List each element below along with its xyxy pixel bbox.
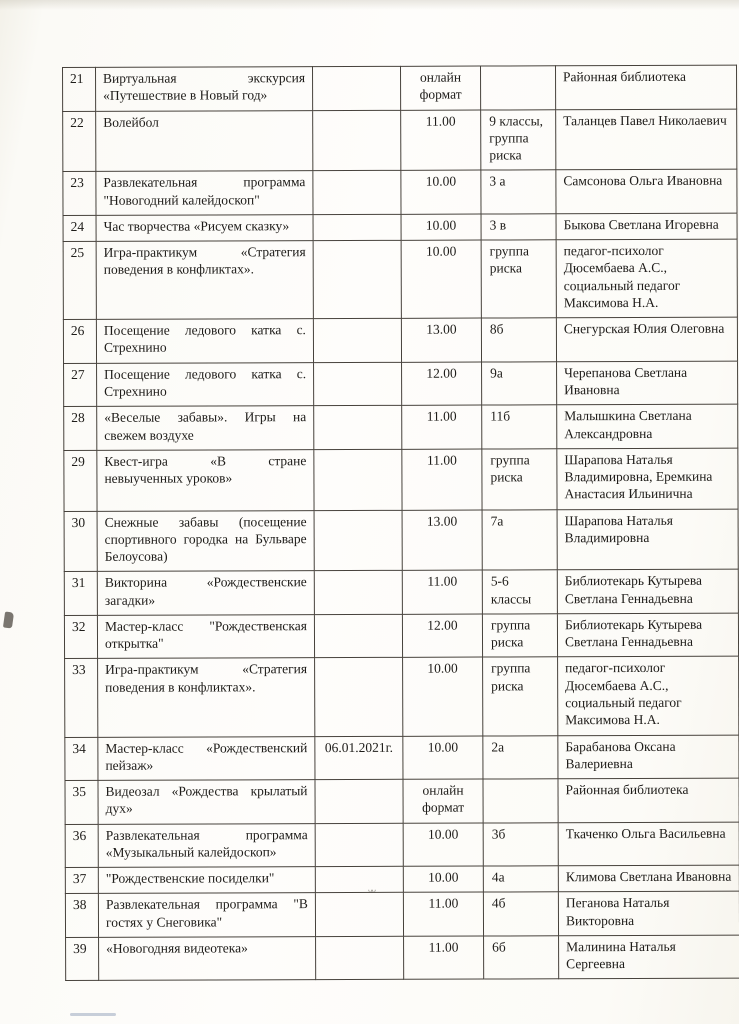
cell-responsible: Малышкина Светлана Александровна	[557, 404, 738, 448]
table-row	[63, 239, 737, 319]
table-row	[64, 509, 738, 572]
table-row	[63, 317, 737, 363]
cell-num: 34	[65, 737, 98, 781]
cell-event: "Рождественские посиделки"	[98, 867, 315, 894]
cell-event: Посещение ледового катка с. Стрехнино	[96, 319, 313, 363]
table-row	[64, 613, 738, 659]
scan-edge-shading	[0, 0, 739, 10]
cell-num: 28	[64, 407, 97, 451]
cell-event: Викторина «Рождественские загадки»	[97, 571, 314, 615]
cell-date	[315, 658, 403, 736]
cell-group: 5-6 классы	[482, 570, 557, 614]
cell-group: группа риска	[482, 449, 557, 510]
cell-date	[314, 571, 402, 615]
cell-event: Посещение ледового катка с. Стрехнино	[97, 362, 314, 406]
cell-time: 11.00	[402, 449, 482, 510]
cell-num: 29	[64, 450, 97, 511]
cell-date	[314, 362, 402, 406]
table-row	[64, 404, 738, 450]
cell-group: 4б	[483, 892, 558, 936]
cell-date	[313, 110, 401, 171]
cell-num: 38	[65, 894, 98, 938]
cell-group	[480, 66, 555, 110]
cell-date	[314, 614, 402, 658]
table-row	[65, 891, 739, 937]
table-row	[65, 865, 739, 894]
cell-event: Волейбол	[96, 110, 313, 172]
cell-time: 10.00	[403, 657, 483, 735]
scan-blue-mark	[70, 1013, 116, 1016]
cell-date	[315, 779, 403, 823]
cell-responsible: Районная библиотека	[558, 778, 739, 822]
cell-num: 39	[66, 937, 99, 981]
cell-responsible: Библиотекарь Кутырева Светлана Геннадьевна	[557, 570, 738, 614]
cell-event: «Веселые забавы». Игры на свежем воздухе	[97, 406, 314, 450]
cell-date	[313, 240, 401, 318]
cell-group: группа риска	[482, 614, 557, 658]
cell-time: 12.00	[402, 614, 482, 658]
cell-event: Час творчества «Рисуем сказку»	[96, 214, 313, 241]
cell-time: 11.00	[403, 892, 483, 936]
cell-responsible: педагог-психолог Дюсембаева А.С., социальный педагог Максимова Н.А.	[558, 657, 739, 736]
cell-num: 32	[64, 615, 97, 659]
table-row	[63, 109, 737, 172]
cell-num: 30	[64, 511, 97, 572]
cell-num: 24	[63, 215, 96, 241]
cell-event: Развлекательная программа "В гостях у Снеговика"	[98, 893, 315, 937]
cell-group	[483, 779, 558, 823]
cell-time: 10.00	[403, 866, 483, 893]
cell-responsible: Самсонова Ольга Ивановна	[556, 169, 737, 213]
cell-time: 11.00	[402, 570, 482, 614]
table-row	[65, 778, 739, 824]
cell-group: 8б	[481, 318, 556, 362]
cell-responsible: Шарапова Наталья Владимировна	[557, 509, 738, 570]
cell-time: 11.00	[404, 936, 484, 980]
table-row	[65, 735, 739, 781]
cell-group: 4а	[483, 866, 558, 893]
cell-responsible: Барабанова Оксана Валериевна	[558, 735, 739, 779]
cell-date	[313, 66, 401, 110]
cell-time: 11.00	[402, 405, 482, 449]
cell-event: Игра-практикум «Стратегия поведения в конфликтах».	[96, 241, 313, 320]
cell-date	[313, 214, 401, 241]
cell-time: 13.00	[402, 510, 482, 571]
table-row	[66, 935, 739, 981]
cell-group: 6б	[484, 936, 559, 980]
cell-responsible: Ткаченко Ольга Васильевна	[558, 822, 739, 866]
cell-time: 10.00	[401, 170, 481, 214]
cell-date: 06.01.2021г.	[315, 736, 403, 780]
cell-group: 2а	[483, 735, 558, 779]
cell-time: 10.00	[403, 823, 483, 867]
cell-event: Игра-практикум «Стратегия поведения в конфликтах».	[98, 658, 315, 737]
cell-group: группа риска	[481, 240, 556, 318]
events-table	[62, 65, 739, 982]
cell-event: «Новогодняя видеотека»	[99, 937, 316, 981]
cell-responsible: Таланцев Павел Николаевич	[556, 109, 737, 170]
cell-date	[314, 449, 402, 510]
cell-num: 37	[65, 867, 98, 893]
cell-num: 25	[63, 242, 96, 320]
cell-group: 9а	[482, 361, 557, 405]
cell-responsible: Климова Светлана Ивановна	[558, 865, 739, 892]
cell-time: 10.00	[403, 736, 483, 780]
cell-num: 33	[65, 659, 98, 737]
cell-time: 10.00	[401, 214, 481, 241]
cell-group: группа риска	[483, 657, 558, 735]
cell-responsible: Шарапова Наталья Владимировна, Еремкина Анастасия Ильинична	[557, 448, 738, 509]
cell-time: онлайн формат	[400, 66, 480, 110]
cell-responsible: Пеганова Наталья Викторовна	[558, 891, 739, 935]
cell-num: 21	[63, 67, 96, 111]
cell-event: Квест-игра «В стране невыученных уроков»	[97, 449, 314, 511]
cell-num: 26	[63, 320, 96, 364]
cell-date	[313, 319, 401, 363]
cell-event: Мастер-класс "Рождественская открытка"	[97, 615, 314, 659]
cell-time: 13.00	[401, 318, 481, 362]
cell-event: Снежные забавы (посещение спортивного городка на Бульваре Белоусова)	[97, 510, 314, 572]
cell-group: 3б	[483, 822, 558, 866]
table-row	[65, 822, 739, 868]
table-row	[64, 448, 738, 511]
cell-event: Мастер-класс «Рождественский пейзаж»	[98, 736, 315, 780]
table-row	[63, 213, 737, 242]
cell-date	[316, 936, 404, 980]
table-row	[63, 65, 737, 111]
scan-ink-smudge	[3, 611, 14, 628]
cell-event: Видеозал «Рождества крылатый дух»	[98, 780, 315, 824]
cell-group: 3 а	[481, 170, 556, 214]
cell-num: 35	[65, 780, 98, 824]
cell-responsible: Малинина Наталья Сергеевна	[559, 935, 739, 979]
cell-time: 12.00	[402, 362, 482, 406]
cell-responsible: Быкова Светлана Игоревна	[556, 213, 737, 240]
cell-responsible: Районная библиотека	[555, 65, 736, 109]
cell-num: 23	[63, 172, 96, 216]
cell-time: 10.00	[401, 240, 481, 318]
cell-time: 11.00	[401, 110, 481, 171]
cell-date	[313, 171, 401, 215]
cell-responsible: педагог-психолог Дюсембаева А.С., социальный педагог Максимова Н.А.	[556, 239, 737, 318]
cell-event: Развлекательная программа "Новогодний калейдоскоп"	[96, 171, 313, 215]
scan-pen-squiggle: ᴗᴗ	[368, 884, 375, 894]
cell-date	[315, 823, 403, 867]
cell-date	[315, 893, 403, 937]
cell-responsible: Черепанова Светлана Ивановна	[557, 361, 738, 405]
cell-date	[314, 406, 402, 450]
table-row	[64, 361, 738, 407]
cell-responsible: Снегурская Юлия Олеговна	[556, 317, 737, 361]
cell-group: 11б	[482, 405, 557, 449]
cell-num: 27	[64, 363, 97, 407]
table-row	[63, 169, 737, 215]
cell-time: онлайн формат	[403, 779, 483, 823]
table-row	[65, 657, 739, 737]
cell-num: 22	[63, 111, 96, 172]
cell-num: 36	[65, 824, 98, 868]
cell-date	[314, 510, 402, 571]
cell-event: Виртуальная экскурсия «Путешествие в Новый год»	[96, 67, 313, 111]
cell-group: 3 в	[481, 214, 556, 241]
cell-group: 9 классы, группа риска	[481, 109, 556, 170]
table-row	[64, 570, 738, 616]
cell-num: 31	[64, 572, 97, 616]
cell-group: 7а	[482, 509, 557, 570]
cell-responsible: Библиотекарь Кутырева Светлана Геннадьевна	[557, 613, 738, 657]
cell-event: Развлекательная программа «Музыкальный калейдоскоп»	[98, 823, 315, 867]
